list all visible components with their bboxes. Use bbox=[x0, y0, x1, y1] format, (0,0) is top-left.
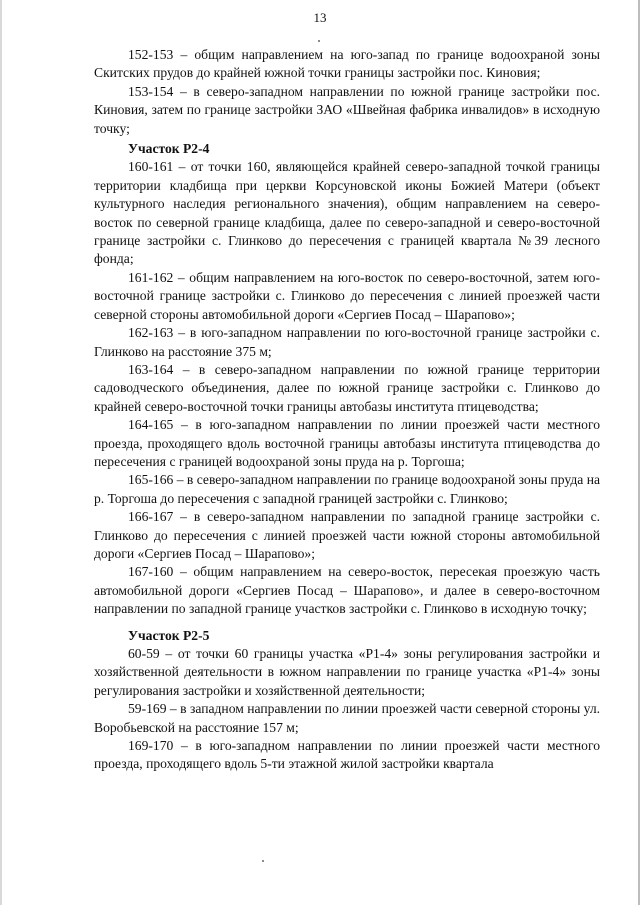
paragraph-162-163: 162-163 – в юго-западном направлении по юго-восточной границе застройки с. Глинково на расстояние 375 м; bbox=[94, 325, 600, 359]
paragraph-153-154: 153-154 – в северо-западном направлении по южной границе застройки пос. Киновия, затем по границе застройки ЗАО «Швейная фабрика инвалидов» в исходную точку; bbox=[94, 83, 600, 136]
paragraph-164-165: 164-165 – в юго-западном направлении по линии проезжей части местного проезда, проходящего вдоль восточной границы автобазы института птицеводства до пересечения с границей водоохраной зоны пруда на р. Торгоша; bbox=[94, 417, 600, 469]
section-heading-r2-5: Участок Р2-5 bbox=[128, 627, 210, 643]
paragraph-167-160: 167-160 – общим направлением на северо-восток, пересекая проезжую часть автомобильной дороги «Сергиев Посад – Шарапово», и далее в северо-восточном направлении по западной границе участков застройки с. Глинково в исходную точку; bbox=[94, 564, 600, 617]
paragraph-161-162: 161-162 – общим направлением на юго-восток по северо-восточной, затем юго-восточной границе застройки с. Глинково до пересечения с линией проезжей части северной стороны автомобильной дороги «Сергиев Посад – Шарапово»; bbox=[94, 269, 600, 322]
paragraph-169-170: 169-170 – в юго-западном направлении по линии проезжей части местного проезда, проходящего вдоль 5-ти этажной жилой застройки квартала bbox=[94, 738, 600, 772]
paragraph-59-169: 59-169 – в западном направлении по линии проезжей части северной стороны ул. Воробьевской на расстояние 157 м; bbox=[94, 701, 600, 735]
paragraph-163-164: 163-164 – в северо-западном направлении по южной границе территории садоводческого объединения, далее по южной границе застройки с. Глинково до крайней северо-восточной точки границы автобазы института птицеводства; bbox=[94, 361, 600, 414]
section-heading-r2-4: Участок Р2-4 bbox=[128, 141, 210, 157]
section-spacer bbox=[94, 619, 600, 625]
paragraph-152-153: 152-153 – общим направлением на юго-запад по границе водоохраной зоны Скитских прудов до крайней южной точки границы застройки пос. Киновия; bbox=[94, 47, 600, 81]
paragraph-60-59: 60-59 – от точки 60 границы участка «Р1-4» зоны регулирования застройки и хозяйственной деятельности в южном направлении по границе участка «Р1-4» зоны регулирования застройки и хозяйственной деятельности; bbox=[94, 646, 600, 698]
scan-left-edge bbox=[0, 0, 2, 905]
document-body bbox=[94, 46, 600, 774]
paragraph-166-167: 166-167 – в северо-западном направлении по западной границе застройки с. Глинково до пересечения с линией проезжей части южной стороны автомобильной дороги «Сергиев Посад – Шарапово»; bbox=[94, 509, 600, 561]
paragraph-165-166: 165-166 – в северо-западном направлении по границе водоохраной зоны пруда на р. Торгоша до пересечения с западной границей застройки с. Глинково; bbox=[94, 472, 601, 506]
scan-speck bbox=[318, 40, 320, 42]
paragraph-160-161: 160-161 – от точки 160, являющейся крайней северо-западной точкой границы территории кладбища при церкви Корсуновской иконы Божией Матери (объект культурного наследия регионального значения), общим направлением на северо-восток по северной границе кладбища, далее по северо-западной и северо-восточной границе застройки с. Глинково до пересечения с границей квартала №39 лесного фонда; bbox=[94, 159, 600, 267]
scan-speck bbox=[262, 860, 264, 862]
page-number: 13 bbox=[313, 10, 327, 25]
